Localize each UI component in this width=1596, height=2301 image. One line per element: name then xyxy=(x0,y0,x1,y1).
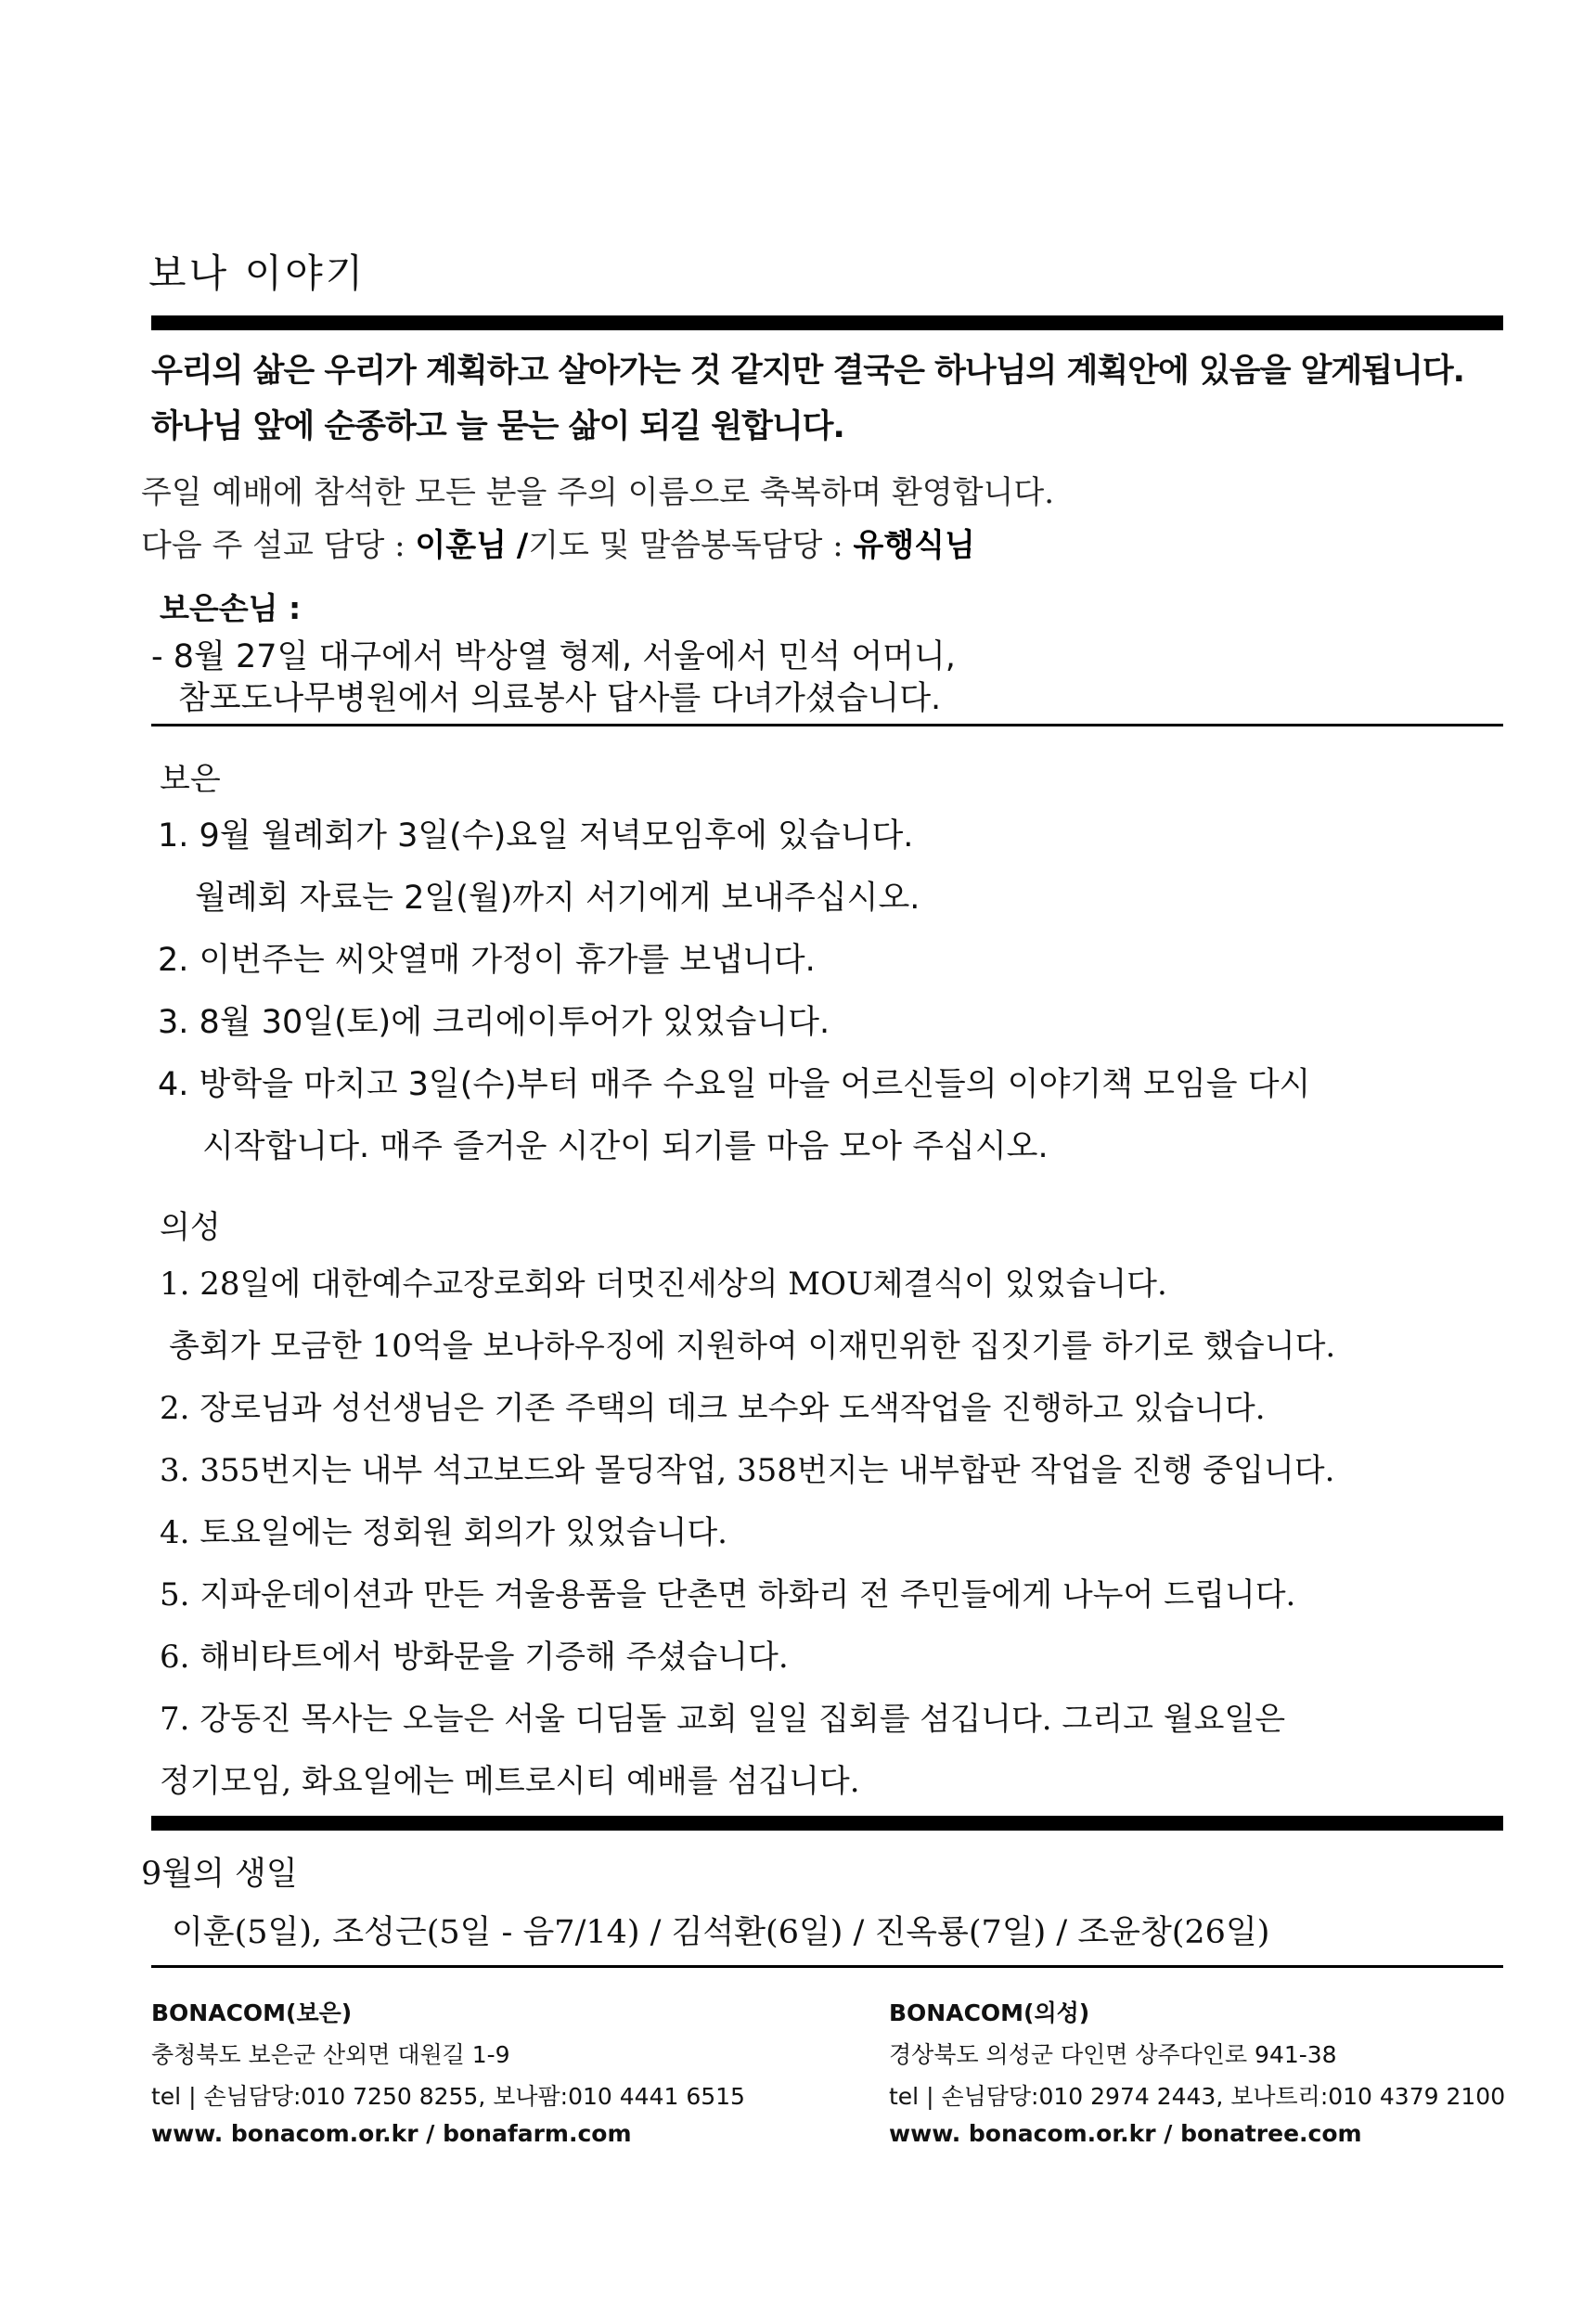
footer-right-web: www. bonacom.or.kr / bonatree.com xyxy=(889,2120,1362,2147)
boeun-item: 3. 8월 30일(토)에 크리에이투어가 있었습니다. xyxy=(158,1004,830,1041)
uiseong-item: 6. 해비타트에서 방화문을 기증해 주셨습니다. xyxy=(160,1639,789,1676)
next-week-roles xyxy=(141,520,975,565)
footer-left-name: BONACOM(보은) xyxy=(151,1999,353,2026)
guests-divider xyxy=(151,724,1503,726)
guests-line-2: 참포도나무병원에서 의료봉사 답사를 다녀가셨습니다. xyxy=(178,680,942,717)
boeun-item: 1. 9월 월례회가 3일(수)요일 저녁모임후에 있습니다. xyxy=(158,817,914,855)
footer-left-web: www. bonacom.or.kr / bonafarm.com xyxy=(151,2120,632,2147)
uiseong-item: 3. 355번지는 내부 석고보드와 몰딩작업, 358번지는 내부합판 작업을 진행 중입니다. xyxy=(160,1452,1335,1489)
intro-line-2: 하나님 앞에 순종하고 늘 묻는 삶이 되길 원합니다. xyxy=(151,408,844,445)
uiseong-item: 7. 강동진 목사는 오늘은 서울 디딤돌 교회 일일 집회를 섬깁니다. 그리고 월요일은 xyxy=(160,1701,1286,1738)
guests-line-1: - 8월 27일 대구에서 박상열 형제, 서울에서 민석 어머니, xyxy=(151,638,956,675)
uiseong-item: 2. 장로님과 성선생님은 기존 주택의 데크 보수와 도색작업을 진행하고 있습니다. xyxy=(160,1390,1266,1427)
uiseong-item: 정기모임, 화요일에는 메트로시티 예배를 섬깁니다. xyxy=(160,1763,860,1800)
footer-right-address: 경상북도 의성군 다인면 상주다인로 941-38 xyxy=(889,2041,1337,2068)
preacher-label: 다음 주 설교 담당 : xyxy=(141,527,405,564)
uiseong-item: 4. 토요일에는 정회원 회의가 있었습니다. xyxy=(160,1514,727,1551)
guests-heading: 보은손님 : xyxy=(160,590,302,626)
intro-line-1: 우리의 삶은 우리가 계획하고 살아가는 것 같지만 결국은 하나님의 계획안에 있음을 알게됩니다. xyxy=(151,353,1464,390)
uiseong-item: 1. 28일에 대한예수교장로회와 더멋진세상의 MOU체결식이 있었습니다. xyxy=(160,1266,1167,1303)
reader-label: 기도 및 말씀봉독담당 : xyxy=(528,527,843,564)
birthdays-list: 이훈(5일), 조성근(5일 - 음7/14) / 김석환(6일) / 진옥룡(7일) / 조윤창(26일) xyxy=(172,1914,1270,1951)
uiseong-item: 5. 지파운데이션과 만든 겨울용품을 단촌면 하화리 전 주민들에게 나누어 드립니다. xyxy=(160,1576,1296,1613)
title-divider xyxy=(151,315,1503,330)
uiseong-item: 총회가 모금한 10억을 보나하우징에 지원하여 이재민위한 집짓기를 하기로 했습니다. xyxy=(169,1328,1336,1365)
footer-right xyxy=(889,1995,1505,2162)
footer-left-address: 충청북도 보은군 산외면 대원길 1-9 xyxy=(151,2041,510,2068)
boeun-item: 2. 이번주는 씨앗열매 가정이 휴가를 보냅니다. xyxy=(158,942,816,979)
birthdays-divider xyxy=(151,1965,1503,1968)
footer-right-name: BONACOM(의성) xyxy=(889,1999,1090,2026)
uiseong-heading: 의성 xyxy=(160,1209,221,1246)
boeun-heading: 보은 xyxy=(160,761,221,798)
birthdays-heading: 9월의 생일 xyxy=(141,1856,298,1893)
reader-name: 유행식님 xyxy=(853,527,975,564)
footer-left-tel: tel | 손님담당:010 7250 8255, 보나팜:010 4441 6515 xyxy=(151,2083,745,2110)
boeun-item: 4. 방학을 마치고 3일(수)부터 매주 수요일 마을 어르신들의 이야기책 모임을 다시 xyxy=(158,1066,1311,1103)
boeun-item: 시작합니다. 매주 즐거운 시간이 되기를 마음 모아 주십시오. xyxy=(202,1128,1049,1165)
preacher-name: 이훈님 xyxy=(415,527,507,564)
footer-left xyxy=(151,1995,745,2162)
greeting: 주일 예배에 참석한 모든 분을 주의 이름으로 축복하며 환영합니다. xyxy=(141,474,1055,511)
role-separator: / xyxy=(516,527,529,564)
section-title: 보나 이야기 xyxy=(148,251,367,296)
boeun-item: 월례회 자료는 2일(월)까지 서기에게 보내주십시오. xyxy=(195,880,920,917)
footer-right-tel: tel | 손님담당:010 2974 2443, 보나트리:010 4379 2100 xyxy=(889,2083,1506,2110)
uiseong-divider xyxy=(151,1816,1503,1831)
